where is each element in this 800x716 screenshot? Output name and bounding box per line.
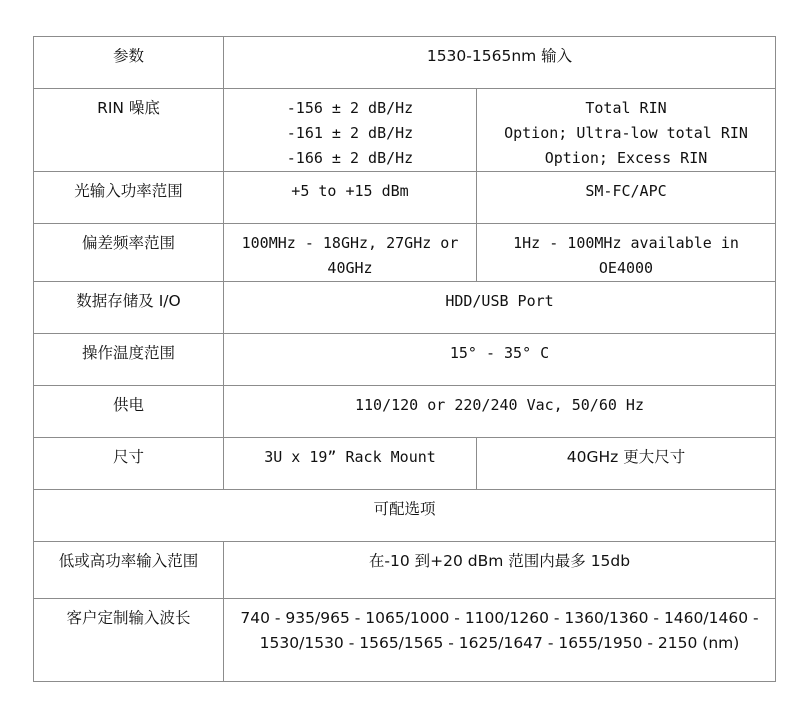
spec-table: [33, 36, 776, 682]
row-value: HDD/USB Port: [224, 282, 776, 334]
row-value-right: SM-FC/APC: [477, 172, 776, 224]
row-value-left: +5 to +15 dBm: [224, 172, 477, 224]
table-row: [34, 542, 776, 599]
rin-note: Option; Ultra-low total RIN: [504, 124, 748, 142]
row-value-left: 100MHz - 18GHz, 27GHz or 40GHz: [224, 224, 477, 282]
row-value: 15° - 35° C: [224, 334, 776, 386]
table-row: [34, 438, 776, 490]
rin-note: Option; Excess RIN: [544, 149, 708, 167]
rin-value: -156 ± 2 dB/Hz: [286, 99, 414, 117]
row-value-right: 1Hz - 100MHz available in OE4000: [477, 224, 776, 282]
section-header: 可配选项: [34, 490, 776, 542]
row-label: 低或高功率输入范围: [34, 542, 224, 599]
rin-notes-cell: [477, 89, 776, 172]
row-value-right: 40GHz 更大尺寸: [477, 438, 776, 490]
rin-value: -161 ± 2 dB/Hz: [286, 124, 414, 142]
row-label: 客户定制输入波长: [34, 599, 224, 682]
row-label: RIN 噪底: [34, 89, 224, 172]
rin-values-cell: [224, 89, 477, 172]
table-row: [34, 490, 776, 542]
row-label: 偏差频率范围: [34, 224, 224, 282]
table-row: [34, 37, 776, 89]
row-label: 操作温度范围: [34, 334, 224, 386]
rin-value: -166 ± 2 dB/Hz: [286, 149, 414, 167]
table-row: [34, 599, 776, 682]
row-label: 光输入功率范围: [34, 172, 224, 224]
row-value: 在-10 到+20 dBm 范围内最多 15db: [224, 542, 776, 599]
table-row: [34, 386, 776, 438]
table-row: [34, 334, 776, 386]
row-label: 供电: [34, 386, 224, 438]
table-row: [34, 172, 776, 224]
row-value: 740 - 935/965 - 1065/1000 - 1100/1260 - 1360/1360 - 1460/1460 - 1530/1530 - 1565/1565 - 1625/1647 - 1655/1950 - 2150 (nm): [224, 599, 776, 682]
table-row: [34, 282, 776, 334]
row-label: 数据存储及 I/O: [34, 282, 224, 334]
row-value-left: 3U x 19” Rack Mount: [224, 438, 477, 490]
rin-note: Total RIN: [585, 99, 667, 117]
row-label: 参数: [34, 37, 224, 89]
table-row: [34, 89, 776, 172]
row-label: 尺寸: [34, 438, 224, 490]
table-row: [34, 224, 776, 282]
row-value: 1530-1565nm 输入: [224, 37, 776, 89]
row-value: 110/120 or 220/240 Vac, 50/60 Hz: [224, 386, 776, 438]
